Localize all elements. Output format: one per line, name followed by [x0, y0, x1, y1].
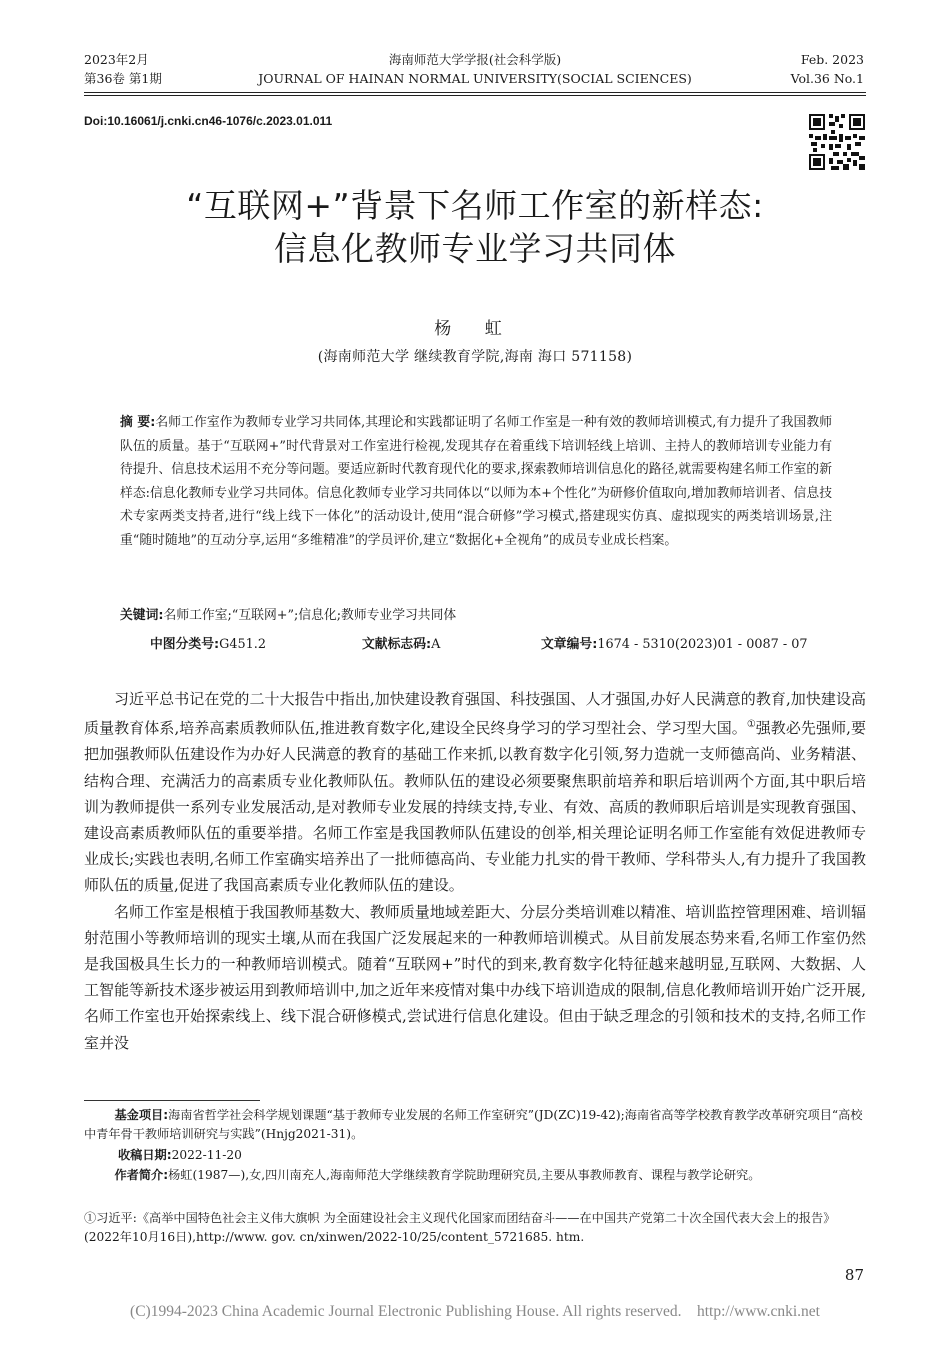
- fund-note: [84, 1106, 866, 1144]
- copyright-notice: (C)1994-2023 China Academic Journal Electronic Publishing House. All rights reserved. http://www.cnki.net: [130, 1303, 820, 1320]
- keywords-label: 关键词:: [120, 608, 164, 623]
- header-volume: 第36卷 第1期: [84, 71, 162, 86]
- abstract-label: 摘 要:: [120, 415, 156, 430]
- received-date: [118, 1146, 900, 1165]
- paper-title: [0, 184, 950, 270]
- bio-text: 杨虹(1987—),女,四川南充人,海南师范大学继续教育学院助理研究员,主要从事教师教育、课程与教学论研究。: [168, 1168, 761, 1182]
- bio-label: 作者简介:: [114, 1168, 169, 1182]
- journal-name-cn: 海南师范大学学报(社会科学版): [388, 52, 562, 67]
- affiliation: (海南师范大学 继续教育学院,海南 海口 571158): [317, 349, 633, 365]
- abstract-text: 名师工作室作为教师专业学习共同体,其理论和实践都证明了名师工作室是一种有效的教师培训模式,有力提升了我国教师队伍的质量。基于“互联网+”时代背景对工作室进行检视,发现其存在着重线下培训轻线上培训、主持人的教师培训专业能力有待提升、信息技术运用不充分等问题。要适应新时代教育现代化的要求,探索教师培训信息化的路径,就需要构建名师工作室的新样态:信息化教师专业学习共同体。信息化教师专业学习共同体以“以师为本+个性化”为研修价值取向,增加教师培训者、信息技术专家两类支持者,进行“线上线下一体化”的活动设计,使用“混合研修”学习模式,搭建现实仿真、虚拟现实的两类培训场景,注重“随时随地”的互动分享,运用“多维精准”的学员评价,建立“数据化+全视角”的成员专业成长档案。: [120, 415, 832, 548]
- title-line-2: 信息化教师专业学习共同体: [274, 229, 676, 268]
- title-line-1: “互联网+”背景下名师工作室的新样态:: [186, 186, 764, 225]
- doi[interactable]: Doi:10.16061/j.cnki.cn46-1076/c.2023.01.011: [84, 114, 333, 128]
- abstract: [120, 411, 832, 552]
- clc-label: 中图分类号:: [150, 637, 220, 652]
- doc-code-value: A: [431, 637, 441, 652]
- header-volume-en: Vol.36 No.1: [790, 71, 864, 86]
- keywords-text: 名师工作室;“互联网+”;信息化;教师专业学习共同体: [163, 608, 457, 623]
- clc-value: G451.2: [219, 637, 266, 652]
- article-number-label: 文章编号:: [541, 637, 598, 652]
- header-date-en: Feb. 2023: [800, 52, 864, 67]
- journal-date-issue-en: [791, 50, 864, 88]
- header-rule-top: [84, 92, 866, 93]
- received-text: 2022-11-20: [171, 1148, 242, 1162]
- qr-code-icon[interactable]: [809, 114, 865, 170]
- paragraph-1-part-a: 习近平总书记在党的二十大报告中指出,加快建设教育强国、科技强国、人才强国,办好人民满意的教育,加快建设高质量教育体系,培养高素质教师队伍,推进教育数字化,建设全民终身学习的学习型社会、学习型大国。: [84, 690, 866, 738]
- article-number-value: 1674 - 5310(2023)01 - 0087 - 07: [597, 637, 808, 652]
- footnote-ref-1[interactable]: ①: [746, 719, 756, 731]
- body-paragraph-1: [84, 686, 866, 899]
- fund-text: 海南省哲学社会科学规划课题“基于教师专业发展的名师工作室研究”(JD(ZC)19-42);海南省高等学校教育教学改革研究项目“高校中青年骨干教师培训研究与实践”(Hnjg2021-31)。: [84, 1108, 863, 1141]
- body-text: [84, 686, 866, 1056]
- footnote-1: ①习近平:《高举中国特色社会主义伟大旗帜 为全面建设社会主义现代化国家而团结奋斗——在中国共产党第二十次全国代表大会上的报告》(2022年10月16日),http://www. gov. cn/xinwen/2022-10/25/content_5721685. htm.: [84, 1211, 836, 1244]
- doc-code-label: 文献标志码:: [362, 637, 432, 652]
- received-label: 收稿日期:: [118, 1148, 172, 1162]
- footnote-divider: [84, 1100, 260, 1101]
- header-date: 2023年2月: [84, 52, 149, 67]
- page-number: 87: [844, 1266, 864, 1284]
- author: 杨 虹: [434, 319, 516, 339]
- header-rule-bottom: [84, 95, 866, 96]
- author-bio: [84, 1166, 866, 1185]
- journal-name-en: JOURNAL OF HAINAN NORMAL UNIVERSITY(SOCIAL SCIENCES): [258, 71, 692, 86]
- keywords: [120, 604, 832, 628]
- paragraph-1-part-b: 强教必先强师,要把加强教师队伍建设作为办好人民满意的教育的基础工作来抓,以教育数字化引领,努力造就一支师德高尚、业务精湛、结构合理、充满活力的高素质专业化教师队伍。教师队伍的建设必须要聚焦职前培养和职后培训两个方面,其中职后培训为教师提供一系列专业发展活动,是对教师专业发展的持续支持,专业、有效、高质的教师职后培训是实现教育强国、建设高素质教师队伍的重要举措。名师工作室是我国教师队伍建设的创举,相关理论证明名师工作室能有效促进教师专业成长;实践也表明,名师工作室确实培养出了一批师德高尚、专业能力扎实的骨干教师、学科带头人,有力提升了我国教师队伍的质量,促进了我国高素质专业化教师队伍的建设。: [84, 719, 866, 895]
- fund-label: 基金项目:: [114, 1108, 169, 1122]
- classification-line: [150, 633, 830, 652]
- body-paragraph-2: 名师工作室是根植于我国教师基数大、教师质量地域差距大、分层分类培训难以精准、培训监控管理困难、培训辐射范围小等教师培训的现实土壤,从而在我国广泛发展起来的一种教师培训模式。从目前发展态势来看,名师工作室仍然是我国极具生长力的一种教师培训模式。随着“互联网+”时代的到来,教育数字化特征越来越明显,互联网、大数据、人工智能等新技术逐步被运用到教师培训中,加之近年来疫情对集中办线下培训造成的限制,信息化教师培训开始广泛开展,名师工作室也开始探索线上、线下混合研修模式,尝试进行信息化建设。但由于缺乏理念的引领和技术的支持,名师工作室并没: [84, 902, 866, 1052]
